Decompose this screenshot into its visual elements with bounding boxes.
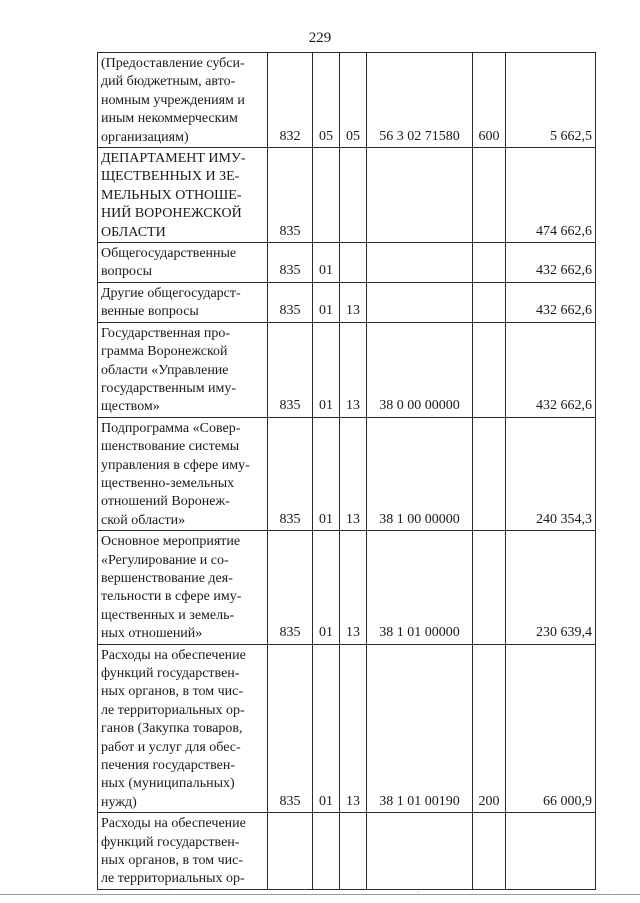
subsection-code: 05 [340,53,367,148]
ved-code: 835 [268,148,313,243]
row-name: Расходы на обеспечение функций государствен- ных органов, в том чис- ле территориальных ор- ганов (Закупка товаров, работ и услуг для обес- печения государствен- ных (муниципальных) нужд) [98,644,268,813]
table-row [98,243,596,283]
amount [506,813,596,890]
row-name: Другие общегосударст- венные вопросы [98,282,268,322]
subsection-code: 13 [340,322,367,417]
target-article-code [367,282,473,322]
target-article-code: 38 1 01 00000 [367,531,473,644]
subsection-code [340,243,367,283]
expense-type-code: 600 [473,53,506,148]
row-name: Расходы на обеспечение функций государствен- ных органов, в том чис- ле территориальных ор- [98,813,268,890]
ved-code: 835 [268,322,313,417]
target-article-code: 56 3 02 71580 [367,53,473,148]
ved-code: 835 [268,644,313,813]
subsection-code [340,813,367,890]
amount: 230 639,4 [506,531,596,644]
ved-code: 835 [268,243,313,283]
expense-type-code [473,813,506,890]
table-row [98,148,596,243]
section-code: 05 [313,53,340,148]
table-row [98,417,596,530]
amount: 432 662,6 [506,282,596,322]
expense-type-code [473,148,506,243]
row-name: ДЕПАРТАМЕНТ ИМУ- ЩЕСТВЕННЫХ И ЗЕ- МЕЛЬНЫХ ОТНОШЕ- НИЙ ВОРОНЕЖСКОЙ ОБЛАСТИ [98,148,268,243]
amount: 66 000,9 [506,644,596,813]
row-name: Основное мероприятие «Регулирование и со- вершенствование дея- тельности в сфере иму- щественных и земель- ных отношений» [98,531,268,644]
section-code: 01 [313,282,340,322]
section-code: 01 [313,322,340,417]
amount: 474 662,6 [506,148,596,243]
expense-type-code [473,417,506,530]
table-row [98,531,596,644]
target-article-code: 38 1 00 00000 [367,417,473,530]
section-code: 01 [313,644,340,813]
target-article-code [367,148,473,243]
expense-type-code [473,243,506,283]
budget-table-body [98,53,596,890]
subsection-code: 13 [340,531,367,644]
target-article-code [367,243,473,283]
amount: 240 354,3 [506,417,596,530]
target-article-code: 38 1 01 00190 [367,644,473,813]
subsection-code: 13 [340,282,367,322]
row-name: Общегосударственные вопросы [98,243,268,283]
row-name: (Предоставление субси- дий бюджетным, авто- номным учреждениям и иным некоммерческим организациям) [98,53,268,148]
section-code: 01 [313,243,340,283]
section-code: 01 [313,531,340,644]
amount: 5 662,5 [506,53,596,148]
row-name: Государственная про- грамма Воронежской области «Управление государственным иму- ществом» [98,322,268,417]
target-article-code: 38 0 00 00000 [367,322,473,417]
table-row [98,53,596,148]
section-code [313,813,340,890]
section-code [313,148,340,243]
table-row [98,813,596,890]
ved-code [268,813,313,890]
target-article-code [367,813,473,890]
ved-code: 832 [268,53,313,148]
ved-code: 835 [268,417,313,530]
table-row [98,322,596,417]
table-row [98,282,596,322]
amount: 432 662,6 [506,322,596,417]
budget-table [97,52,596,890]
page-number: 229 [308,30,332,46]
row-name: Подпрограмма «Совер- шенствование системы управления в сфере иму- щественно-земельных отношений Воронеж- ской области» [98,417,268,530]
subsection-code [340,148,367,243]
ved-code: 835 [268,531,313,644]
subsection-code: 13 [340,417,367,530]
expense-type-code [473,282,506,322]
expense-type-code [473,531,506,644]
table-row [98,644,596,813]
page-bottom-edge [0,894,640,895]
subsection-code: 13 [340,644,367,813]
expense-type-code: 200 [473,644,506,813]
amount: 432 662,6 [506,243,596,283]
expense-type-code [473,322,506,417]
ved-code: 835 [268,282,313,322]
section-code: 01 [313,417,340,530]
